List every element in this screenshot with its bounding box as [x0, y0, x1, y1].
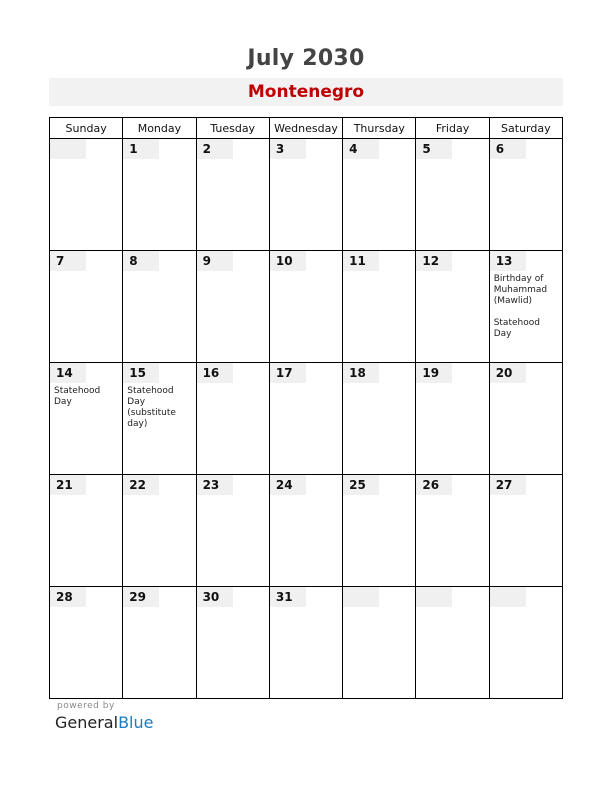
day-number: 26 — [416, 475, 452, 495]
day-number: 31 — [270, 587, 306, 607]
day-cell — [489, 587, 562, 699]
day-cell — [123, 475, 196, 587]
day-cell — [343, 587, 416, 699]
day-number: 21 — [50, 475, 86, 495]
holiday-event: Statehood Day (substitute day) — [127, 386, 176, 429]
day-cell — [50, 475, 123, 587]
day-number: 19 — [416, 363, 452, 383]
day-cell — [50, 251, 123, 363]
week-row-5 — [50, 587, 563, 699]
week-row-4 — [50, 475, 563, 587]
day-number: 25 — [343, 475, 379, 495]
day-number — [416, 587, 452, 607]
day-number: 12 — [416, 251, 452, 271]
day-cell — [343, 475, 416, 587]
day-number: 17 — [270, 363, 306, 383]
day-cell — [196, 139, 269, 251]
day-number: 15 — [123, 363, 159, 383]
day-cell — [489, 251, 562, 363]
day-number — [343, 587, 379, 607]
day-cell — [269, 475, 342, 587]
week-row-3 — [50, 363, 563, 475]
day-cell — [269, 363, 342, 475]
day-number: 29 — [123, 587, 159, 607]
day-cell — [489, 139, 562, 251]
page-title: July 2030 — [247, 46, 365, 71]
day-number: 18 — [343, 363, 379, 383]
holiday-event: Statehood Day — [493, 318, 540, 339]
day-cell — [196, 475, 269, 587]
day-cell — [269, 139, 342, 251]
holiday-event: Statehood Day — [54, 386, 101, 407]
day-cell — [343, 251, 416, 363]
day-cell — [196, 587, 269, 699]
day-cell — [50, 587, 123, 699]
brand-blue-text: Blue — [118, 713, 154, 732]
weekday-thursday: Thursday — [343, 118, 416, 139]
day-number: 5 — [416, 139, 452, 159]
day-cell — [123, 587, 196, 699]
powered-by-label: powered by — [57, 701, 115, 711]
day-number — [50, 139, 86, 159]
day-cell — [196, 251, 269, 363]
week-row-1 — [50, 139, 563, 251]
day-cell — [50, 363, 123, 475]
day-cell — [489, 475, 562, 587]
day-number: 27 — [490, 475, 526, 495]
day-cell — [416, 139, 489, 251]
day-cell — [269, 587, 342, 699]
day-cell — [416, 251, 489, 363]
day-number: 20 — [490, 363, 526, 383]
day-number: 24 — [270, 475, 306, 495]
day-cell — [416, 363, 489, 475]
day-cell — [123, 251, 196, 363]
day-number: 30 — [197, 587, 233, 607]
day-cell — [343, 139, 416, 251]
day-number: 16 — [197, 363, 233, 383]
country-name: Montenegro — [247, 82, 365, 102]
day-number: 22 — [123, 475, 159, 495]
day-number: 2 — [197, 139, 233, 159]
week-row-2 — [50, 251, 563, 363]
weekday-header-row — [50, 118, 563, 139]
weekday-monday: Monday — [123, 118, 196, 139]
weekday-sunday: Sunday — [50, 118, 123, 139]
holiday-event: Birthday of Muhammad (Mawlid) — [493, 274, 548, 306]
day-number: 4 — [343, 139, 379, 159]
weekday-tuesday: Tuesday — [196, 118, 269, 139]
day-cell — [416, 587, 489, 699]
weekday-saturday: Saturday — [489, 118, 562, 139]
day-cell — [416, 475, 489, 587]
day-number: 28 — [50, 587, 86, 607]
day-number: 23 — [197, 475, 233, 495]
day-cell — [50, 139, 123, 251]
day-number: 11 — [343, 251, 379, 271]
calendar-grid — [49, 117, 563, 699]
day-number: 3 — [270, 139, 306, 159]
country-banner — [49, 78, 563, 106]
day-cell — [269, 251, 342, 363]
weekday-wednesday: Wednesday — [269, 118, 342, 139]
day-cell — [196, 363, 269, 475]
day-number: 13 — [490, 251, 526, 271]
day-number: 1 — [123, 139, 159, 159]
day-number: 7 — [50, 251, 86, 271]
day-cell — [489, 363, 562, 475]
generalblue-logo[interactable] — [55, 713, 153, 732]
day-number: 10 — [270, 251, 306, 271]
day-number: 6 — [490, 139, 526, 159]
day-cell — [123, 363, 196, 475]
day-number: 9 — [197, 251, 233, 271]
day-number: 14 — [50, 363, 86, 383]
brand-general-text: General — [55, 713, 119, 732]
day-number: 8 — [123, 251, 159, 271]
weekday-friday: Friday — [416, 118, 489, 139]
day-cell — [123, 139, 196, 251]
day-number — [490, 587, 526, 607]
day-cell — [343, 363, 416, 475]
